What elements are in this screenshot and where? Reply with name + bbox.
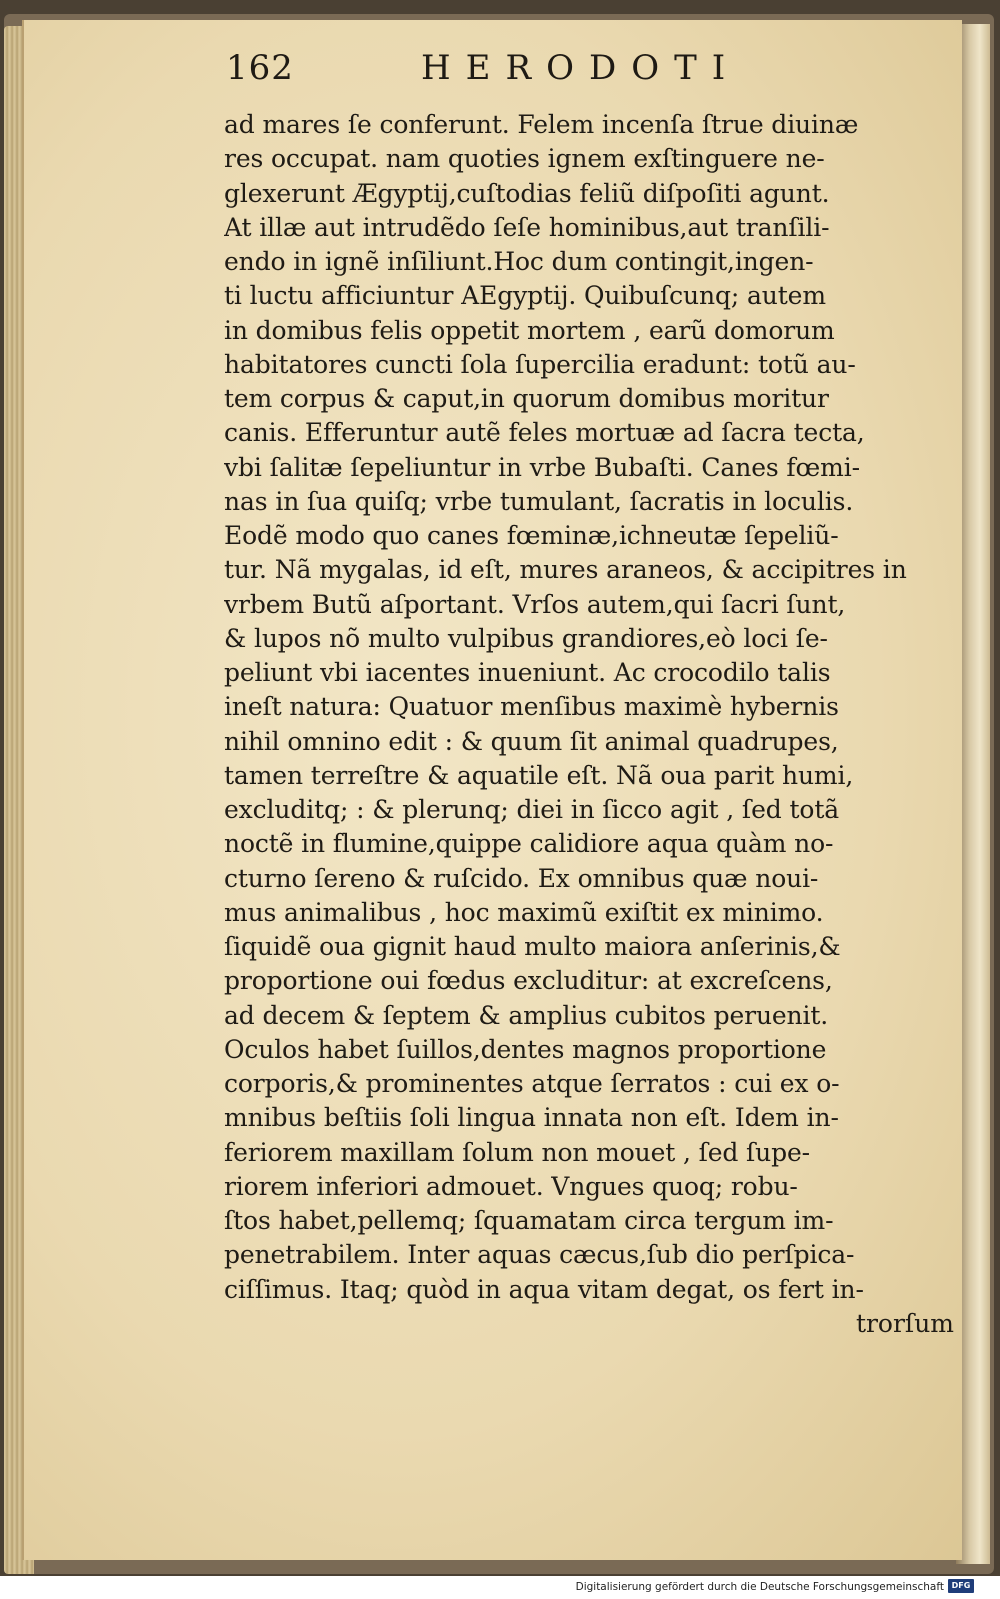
text-line: ineſt natura: Quatuor menſibus maximè hybernis [224,692,839,722]
text-line: Oculos habet ſuillos,dentes magnos proportione [224,1034,827,1064]
text-line: res occupat. nam quoties ignem exſtinguere ne- [224,144,825,174]
text-line: ſtos habet,pellemq; ſquamatam circa tergum im- [224,1206,834,1235]
text-line: tamen terreſtre & aquatile eſt. Nã oua parit humi, [224,760,854,790]
text-line: tem corpus & caput,in quorum domibus moritur [224,384,829,413]
text-line: feriorem maxillam ſolum non mouet , ſed ſupe- [224,1137,810,1167]
text-line: ad decem & ſeptem & amplius cubitos peruenit. [224,1000,829,1030]
text-line: noctẽ in flumine,quippe calidiore aqua quàm no- [224,829,834,859]
text-line: proportione oui fœdus excluditur: at excreſcens, [224,966,833,996]
text-line: mus animalibus , hoc maximũ exiſtit ex minimo. [224,897,824,927]
text-line: trorſum [855,1308,954,1338]
text-line: tur. Nã mygalas, id eſt, mures araneos, & accipitres in [224,555,907,585]
text-line: corporis,& prominentes atque ſerratos : cui ex o- [224,1069,840,1098]
text-block [224,108,954,1341]
text-line: ciſſimus. Itaq; quòd in aqua vitam degat, os fert in- [224,1274,864,1304]
text-line: vrbem Butũ aſportant. Vrſos autem,qui ſacri ſunt, [224,589,846,619]
funding-credit: Digitalisierung gefördert durch die Deutsche Forschungsgemeinschaft [575,1581,944,1593]
text-line: penetrabilem. Inter aquas cæcus,ſub dio perſpica- [224,1240,855,1270]
text-line: glexerunt Ægyptij,cuſtodias feliũ diſpoſiti agunt. [224,178,830,208]
text-line: Eodẽ modo quo canes fœminæ,ichneutæ ſepeliũ- [224,521,839,550]
text-line: & lupos nõ multo vulpibus grandiores,eò loci ſe- [224,623,828,653]
text-line: nas in ſua quiſq; vrbe tumulant, ſacratis in loculis. [224,486,854,516]
text-line: in domibus felis oppetit mortem , earũ domorum [224,315,835,345]
text-line: riorem inferiori admouet. Vngues quoq; robu- [224,1171,798,1201]
text-line: nihil omnino edit : & quum ſit animal quadrupes, [224,726,839,756]
text-line: canis. Efferuntur autẽ feles mortuæ ad ſacra tecta, [224,418,865,448]
text-line: peliunt vbi iacentes inueniunt. Ac crocodilo talis [224,658,831,687]
text-line: mnibus beſtiis ſoli lingua innata non eſt. Idem in- [224,1103,839,1133]
text-line: ſiquidẽ oua gignit haud multo maiora anſerinis,& [224,932,841,961]
text-line: endo in ignẽ inſiliunt.Hoc dum contingit,ingen- [224,247,814,276]
text-line: habitatores cuncti ſola ſupercilia eradunt: totũ au- [224,349,856,379]
running-head: HERODOTI [421,48,741,88]
page-header [226,48,786,102]
dfg-logo: DFG [948,1579,974,1593]
text-line: ad mares ſe conferunt. Felem incenſa ſtrue diuinæ [224,110,859,139]
text-line: vbi ſalitæ ſepeliuntur in vrbe Bubaſti. Canes fœmi- [224,452,860,482]
text-line: cturno ſereno & ruſcido. Ex omnibus quæ noui- [224,863,819,893]
text-line: At illæ aut intrudẽdo ſeſe hominibus,aut tranſili- [224,212,830,242]
text-line: excluditq; : & plerunq; diei in ſicco agit , ſed totã [224,795,840,824]
text-line: ti luctu afficiuntur AEgyptij. Quibuſcunq; autem [224,281,826,311]
page-number: 162 [226,48,294,88]
